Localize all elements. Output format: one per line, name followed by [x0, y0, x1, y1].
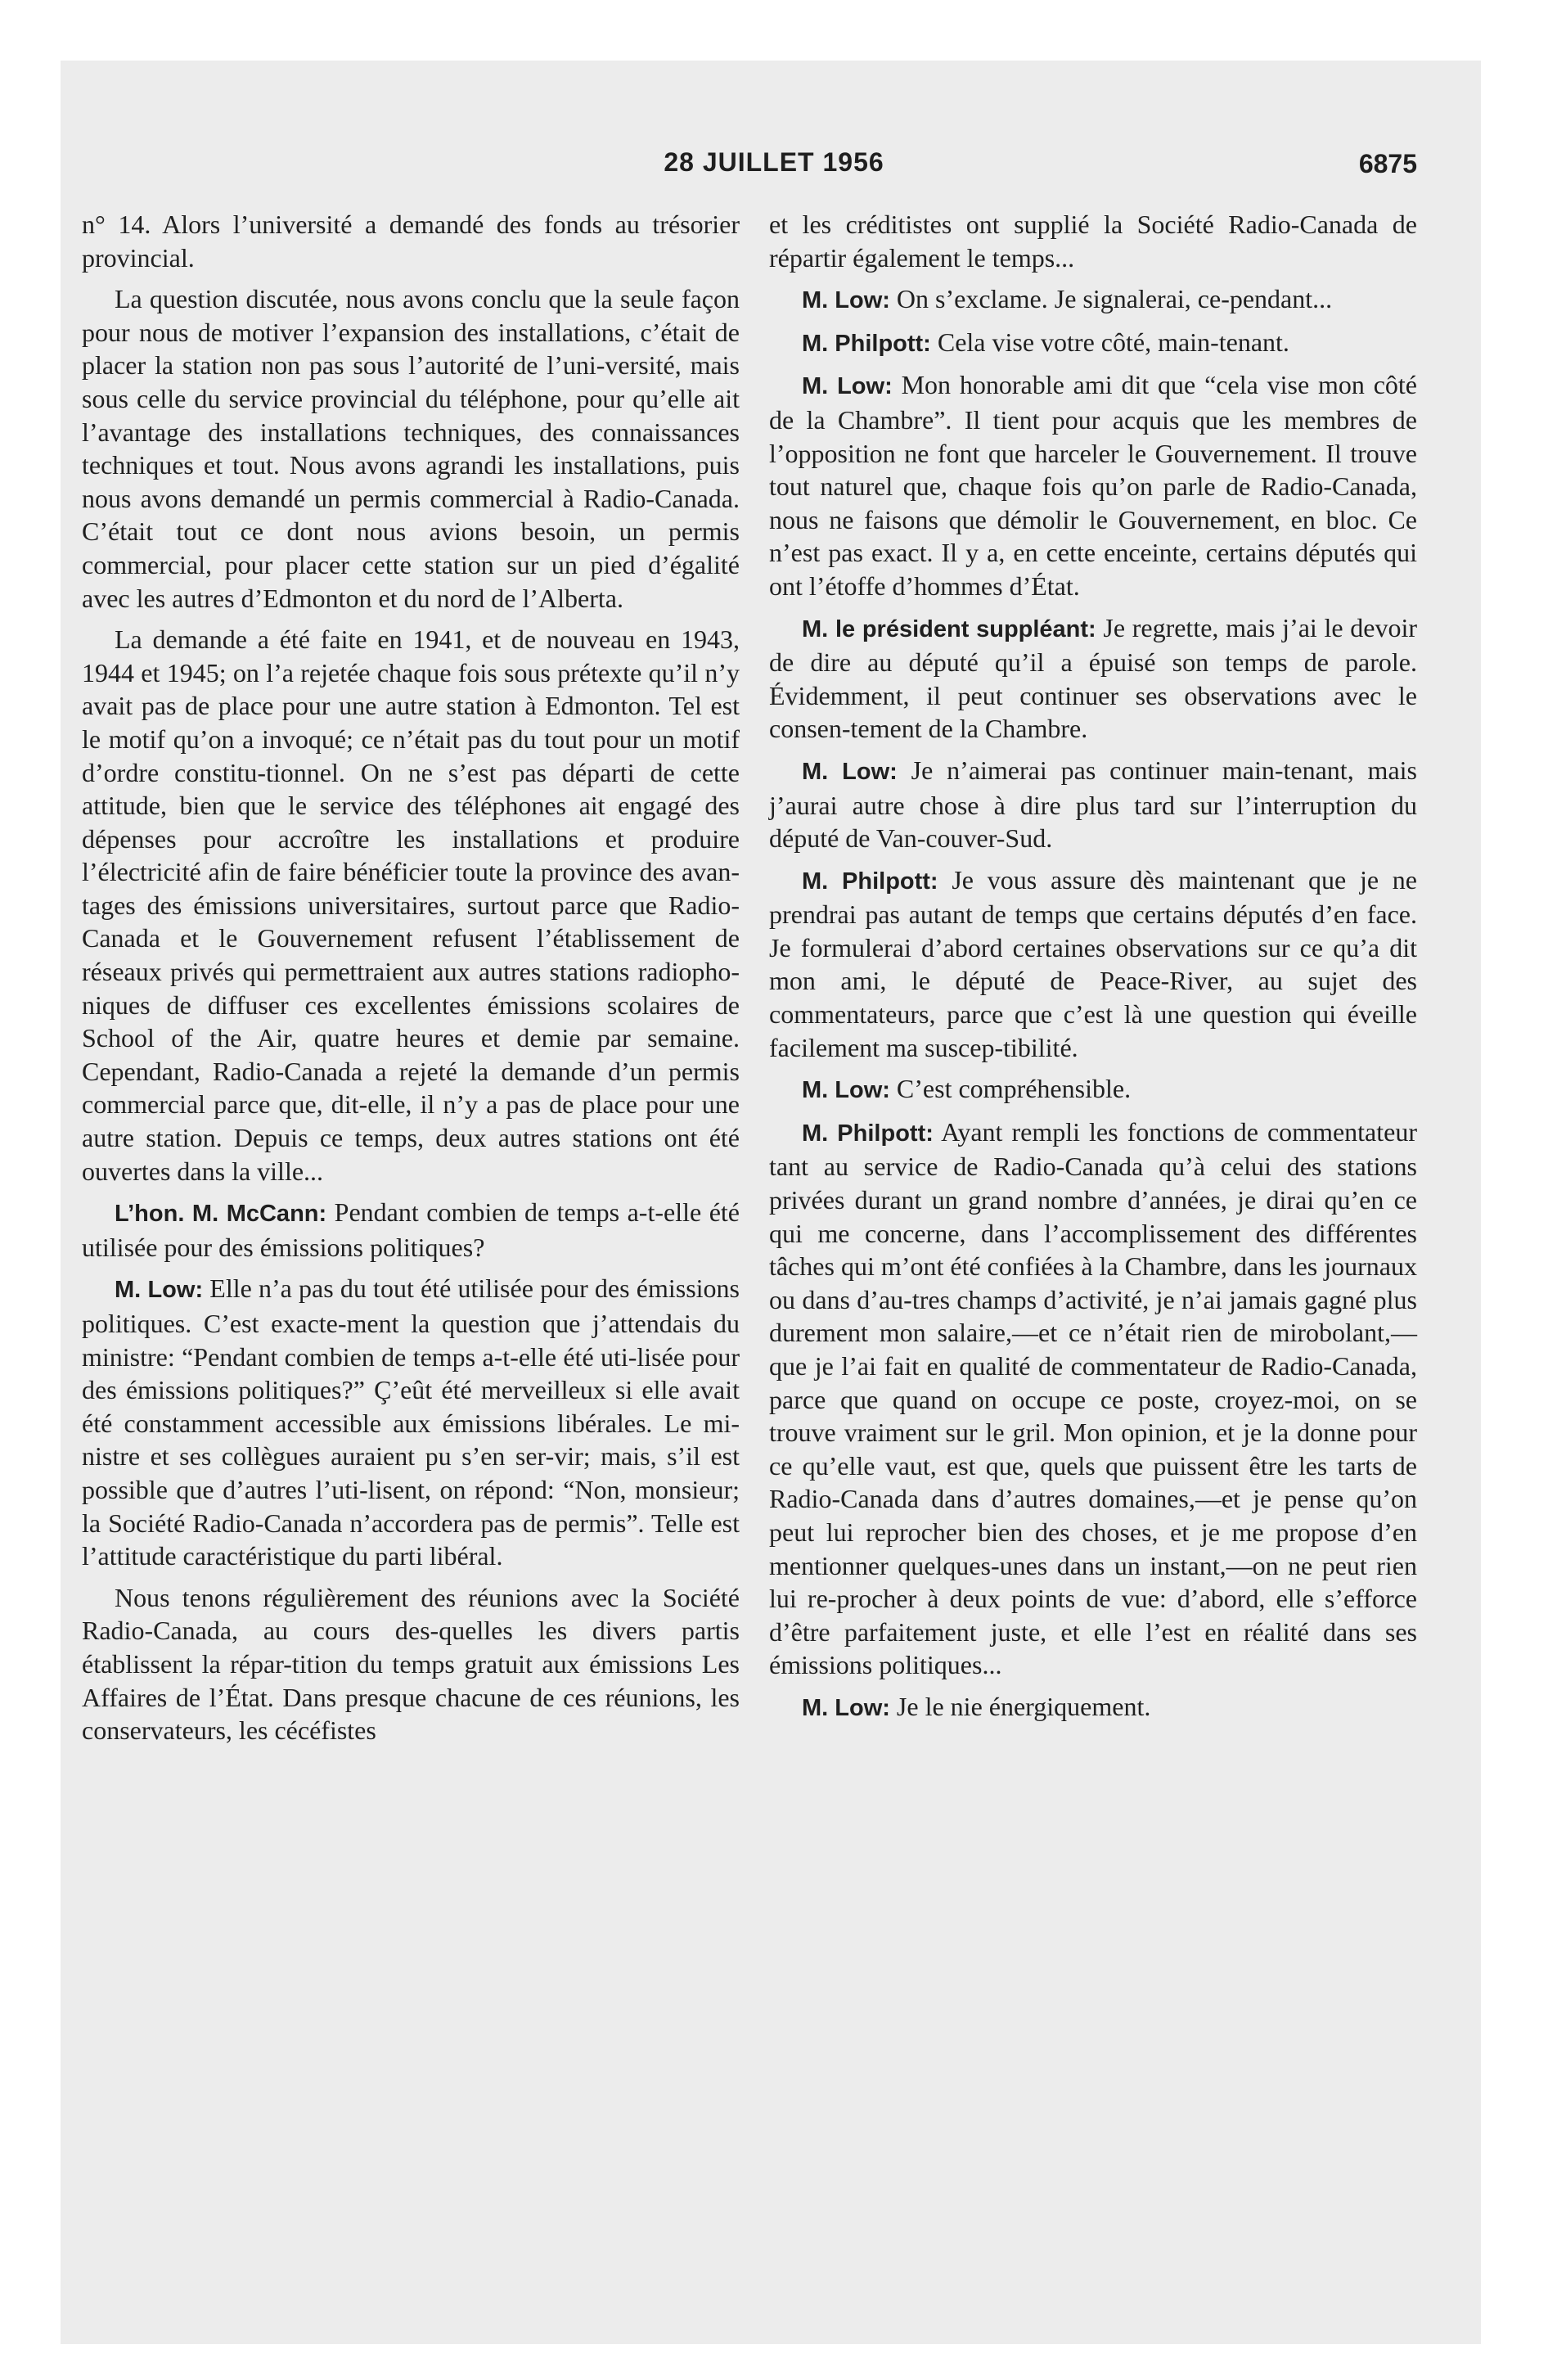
paragraph: [82, 208, 740, 274]
paragraph-text: Je vous assure dès maintenant que je ne prendrai pas autant de temps que certains députés d’en face. Je formulerai d’abord certaines observations sur ce qu’a dit mon ami, le député de Peace-River, au sujet des commentateurs, parce que c’est là une question qui éveille facilement ma suscep-tibilité.: [769, 864, 1417, 1062]
paragraph-text: n° 14. Alors l’université a demandé des fonds au trésorier provincial.: [82, 210, 740, 273]
paragraph-text: Je le nie énergiquement.: [889, 1691, 1151, 1721]
speaker-name: L’hon. M. McCann:: [115, 1201, 327, 1228]
paragraph: [769, 1116, 1417, 1682]
paragraph: [82, 623, 740, 1188]
paragraph-text: Je regrette, mais j’ai le devoir de dire au député qu’il a épuisé son temps de parole. Évidemment, il peut continuer ses observations avec le consen-tement de la Chambre.: [769, 612, 1418, 744]
page-number: 6875: [1358, 149, 1417, 178]
paragraph-text: La demande a été faite en 1941, et de nouveau en 1943, 1944 et 1945; on l’a rejetée chaque fois sous prétexte qu’il n’y avait pas de place pour une autre station à Edmonton. Tel est le motif qu’on a invoqué; ce n’était pas du tout pour un motif d’ordre constitu-tionnel. On ne s’est pas départi de cette attitude, bien que le service des téléphones ait engagé des dépenses pour accroître les installations et produire l’électricité afin de faire bénéficier toute la province des avan-tages des émissions universitaires, surtout parce que Radio-Canada et le Gouvernement refusent l’établissement de réseaux privés qui permettraient aux autres stations radiopho-niques de diffuser ces excellentes émissions scolaires de School of the Air, quatre heures et demie par semaine. Cependant, Radio-Canada a rejeté la demande d’un permis commercial parce que, dit-elle, il n’y a pas de place pour une autre station. Depuis ce temps, deux autres stations ont été ouvertes dans la ville...: [82, 624, 740, 1186]
paragraph-text: Je n’aimerai pas continuer main-tenant, mais j’aurai autre chose à dire plus tard sur l’interruption du député de Van-couver-Sud.: [769, 755, 1417, 854]
right-column: [769, 208, 1417, 1733]
speaker-name: M. Philpott:: [802, 1120, 934, 1147]
paragraph: [769, 1690, 1417, 1725]
paragraph-text: Pendant combien de temps a-t-elle été utilisée pour des émissions politiques?: [82, 1197, 740, 1262]
speaker-name: M. Low:: [115, 1277, 204, 1304]
speaker-name: M. Low:: [802, 758, 898, 785]
paragraph: [769, 208, 1417, 274]
paragraph-text: et les créditistes ont supplié la Société Radio-Canada de répartir également le temps...: [769, 210, 1417, 273]
paragraph-text: Mon honorable ami dit que “cela vise mon côté de la Chambre”. Il tient pour acquis que les membres de l’opposition ne font que harceler le Gouvernement. Il trouve tout naturel que, chaque fois qu’on parle de Radio-Canada, nous ne faisons que démolir le Gouvernement, en bloc. Ce n’est pas exact. Il y a, en cette enceinte, certains députés qui ont l’étoffe d’hommes d’État.: [769, 370, 1418, 601]
paragraph: [769, 863, 1417, 1065]
speaker-name: M. le président suppléant:: [802, 615, 1096, 642]
header-date: 28 JUILLET 1956: [664, 147, 884, 177]
paragraph: [769, 326, 1417, 361]
paragraph: [82, 282, 740, 615]
paragraph: [769, 1072, 1417, 1107]
paragraph: [82, 1196, 740, 1264]
paragraph: [769, 368, 1417, 602]
speaker-name: M. Philpott:: [802, 330, 931, 357]
page-header: [0, 147, 1548, 180]
paragraph-text: Cela vise votre côté, main-tenant.: [930, 327, 1289, 357]
speaker-name: M. Low:: [802, 373, 893, 400]
paragraph: [82, 1272, 740, 1572]
speaker-name: M. Low:: [802, 1077, 890, 1104]
paragraph-text: La question discutée, nous avons conclu que la seule façon pour nous de motiver l’expansion des installations, c’était de placer la station non pas sous l’autorité de l’uni-versité, mais sous celle du service provincial du téléphone, pour qu’elle ait l’avantage des installations techniques, des connaissances techniques et tout. Nous avons agrandi les installations, puis nous avons demandé un permis commercial à Radio-Canada. C’était tout ce dont nous avions besoin, un permis commercial, pour placer cette station sur un pied d’égalité avec les autres d’Edmonton et du nord de l’Alberta.: [82, 284, 740, 613]
speaker-name: M. Philpott:: [802, 868, 938, 895]
paragraph-text: Nous tenons régulièrement des réunions avec la Société Radio-Canada, au cours des-quelles les divers partis établissent la répar-tition du temps gratuit aux émissions Les Affaires de l’État. Dans presque chacune de ces réunions, les conservateurs, les cécéfistes: [82, 1582, 740, 1746]
paragraph-text: C’est compréhensible.: [889, 1074, 1132, 1104]
paragraph: [82, 1581, 740, 1747]
paragraph: [769, 754, 1417, 855]
paragraph-text: Elle n’a pas du tout été utilisée pour des émissions politiques. C’est exacte-ment la question que j’attendais du ministre: “Pendant combien de temps a-t-elle été uti-lisée pour des émissions politiques?” Ç’eût été merveilleux si elle avait été constamment accessible aux émissions libérales. Le mi-nistre et ses collègues auraient pu s’en ser-vir; mais, s’il est possible que d’autres l’uti-lisent, on répond: “Non, monsieur; la Société Radio-Canada n’accordera pas de permis”. Telle est l’attitude caractéristique du parti libéral.: [82, 1273, 740, 1571]
paragraph-text: Ayant rempli les fonctions de commentateur tant au service de Radio-Canada qu’à celui des stations privées durant un grand nombre d’années, je dirai qu’en ce qui me concerne, dans l’accomplissement des différentes tâches qui m’ont été confiées à la Chambre, dans les journaux ou dans d’au-tres champs d’activité, je n’ai jamais gagné plus durement mon salaire,—et ce n’était rien de mirobolant,—que je l’ai fait en qualité de commentateur de Radio-Canada, parce que quand on occupe ce poste, croyez-moi, on se trouve vraiment sur le gril. Mon opinion, et je la donne pour ce qu’elle vaut, est que, quels que puissent être les tarts de Radio-Canada dans d’autres domaines,—et je pense qu’on peut lui reprocher bien des choses, et je me propose d’en mentionner quelques-unes dans un instant,—on ne peut rien lui re-procher à deux points de vue: d’abord, elle s’efforce d’être parfaitement juste, et elle l’est en réalité dans ses émissions politiques...: [769, 1116, 1418, 1680]
left-column: [82, 208, 740, 1756]
speaker-name: M. Low:: [802, 287, 890, 314]
paragraph: [769, 282, 1417, 318]
paragraph-text: On s’exclame. Je signalerai, ce-pendant...: [889, 284, 1333, 314]
speaker-name: M. Low:: [802, 1694, 890, 1721]
paragraph: [769, 611, 1417, 746]
